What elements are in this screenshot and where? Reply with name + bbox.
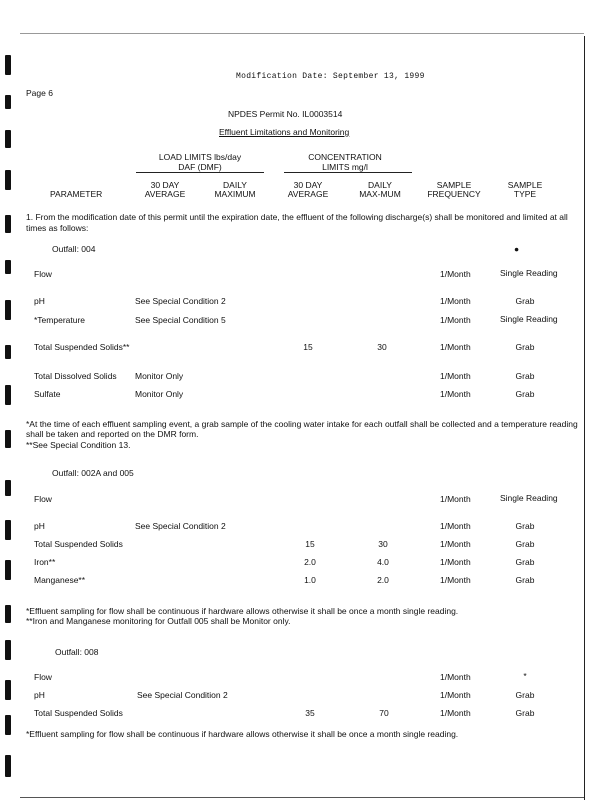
- row-frequency: 1/Month: [440, 557, 471, 567]
- row-sample-type: Grab: [515, 521, 535, 531]
- bottom-edge-line: [20, 797, 584, 798]
- row-sample-type: Grab: [515, 371, 535, 381]
- scan-mark: [5, 55, 11, 75]
- row-parameter: Manganese**: [34, 575, 86, 585]
- outfall-002a-note-2: **Iron and Manganese monitoring for Outfall 005 shall be Monitor only.: [26, 616, 291, 626]
- intro-paragraph: 1. From the modification date of this permit until the expiration date, the effluent of the following discharge(s) shall be monitored and limited at all times as follows:: [26, 212, 568, 233]
- row-sample-type: Single Reading: [500, 493, 558, 503]
- scan-mark: [5, 640, 11, 660]
- row-frequency: 1/Month: [440, 389, 471, 399]
- section-title: Effluent Limitations and Monitoring: [219, 127, 350, 137]
- col-parameter: PARAMETER: [50, 189, 103, 199]
- row-parameter: Total Suspended Solids**: [34, 342, 130, 352]
- scan-mark: [5, 715, 11, 735]
- row-frequency: 1/Month: [440, 690, 471, 700]
- row-frequency: 1/Month: [440, 672, 471, 682]
- row-frequency: 1/Month: [440, 296, 471, 306]
- row-frequency: 1/Month: [440, 494, 471, 504]
- row-frequency: 1/Month: [440, 342, 471, 352]
- col-conc-avg-line2: AVERAGE: [287, 189, 329, 199]
- scan-mark: [5, 680, 11, 700]
- row-parameter: Sulfate: [34, 389, 61, 399]
- page-number: Page 6: [26, 88, 53, 98]
- bullet-mark-icon: ●: [514, 244, 520, 254]
- row-load-note: See Special Condition 2: [135, 521, 226, 531]
- row-parameter: pH: [34, 296, 45, 306]
- concentration-unit: LIMITS mg/l: [322, 162, 368, 172]
- outfall-008-note-1: *Effluent sampling for flow shall be continuous if hardware allows otherwise it shall be once a month single reading.: [26, 729, 459, 739]
- row-sample-type: Grab: [515, 296, 535, 306]
- outfall-004-note-2: **See Special Condition 13.: [26, 440, 131, 450]
- row-parameter: Flow: [34, 672, 52, 682]
- row-conc-max: 30: [378, 539, 388, 549]
- row-conc-avg: 15: [303, 342, 313, 352]
- col-load-avg-line1: 30 DAY: [150, 180, 180, 190]
- col-freq-line2: FREQUENCY: [427, 189, 481, 199]
- col-freq-line1: SAMPLE: [436, 180, 472, 190]
- row-parameter: Total Dissolved Solids: [34, 371, 117, 381]
- col-conc-max-line2: MAX-MUM: [359, 189, 401, 199]
- row-frequency: 1/Month: [440, 575, 471, 585]
- row-sample-type: Single Reading: [500, 268, 558, 278]
- row-frequency: 1/Month: [440, 371, 471, 381]
- row-parameter: Flow: [34, 269, 52, 279]
- scan-mark: [5, 520, 11, 540]
- outfall-004-note-1: *At the time of each effluent sampling event, a grab sample of the cooling water intake for each outfall shall be collected and a temperature reading shall be taken and reported on the DMR form.: [26, 419, 578, 439]
- scan-mark: [5, 430, 11, 448]
- outfall-002a-note-1: *Effluent sampling for flow shall be continuous if hardware allows otherwise it shall be once a month single reading.: [26, 606, 459, 616]
- scan-mark: [5, 95, 11, 109]
- row-sample-type: Grab: [515, 389, 535, 399]
- row-sample-type: Grab: [515, 539, 535, 549]
- concentration-heading: CONCENTRATION: [308, 152, 382, 162]
- row-conc-max: 4.0: [377, 557, 389, 567]
- outfall-002a-title: Outfall: 002A and 005: [52, 468, 134, 478]
- scan-mark: [5, 755, 11, 777]
- row-frequency: 1/Month: [440, 521, 471, 531]
- row-parameter: pH: [34, 690, 45, 700]
- scan-mark: [5, 385, 11, 405]
- permit-number: NPDES Permit No. IL0003514: [228, 109, 343, 119]
- row-conc-max: 2.0: [377, 575, 389, 585]
- load-limits-rule: [136, 172, 264, 173]
- row-frequency: 1/Month: [440, 708, 471, 718]
- col-conc-max-line1: DAILY: [368, 180, 392, 190]
- row-frequency: 1/Month: [440, 269, 471, 279]
- scan-mark: [5, 215, 11, 233]
- col-type-line1: SAMPLE: [507, 180, 543, 190]
- scan-mark: [5, 130, 11, 148]
- outfall-008-title: Outfall: 008: [55, 647, 99, 657]
- row-conc-avg: 1.0: [304, 575, 316, 585]
- row-parameter: pH: [34, 521, 45, 531]
- load-limits-unit: DAF (DMF): [178, 162, 222, 172]
- row-sample-type: Grab: [515, 575, 535, 585]
- scan-mark: [5, 345, 11, 359]
- row-conc-max: 70: [379, 708, 389, 718]
- row-parameter: *Temperature: [34, 315, 86, 325]
- col-conc-avg-line1: 30 DAY: [293, 180, 323, 190]
- scan-mark: [5, 480, 11, 496]
- row-sample-type: Grab: [515, 708, 535, 718]
- row-load-note: See Special Condition 5: [135, 315, 226, 325]
- row-load-note: See Special Condition 2: [137, 690, 228, 700]
- row-conc-avg: 15: [305, 539, 315, 549]
- row-sample-type: Grab: [515, 557, 535, 567]
- scan-mark: [5, 560, 11, 580]
- row-load-note: Monitor Only: [135, 389, 184, 399]
- row-conc-max: 30: [377, 342, 387, 352]
- row-frequency: 1/Month: [440, 539, 471, 549]
- row-conc-avg: 35: [305, 708, 315, 718]
- row-parameter: Iron**: [34, 557, 56, 567]
- outfall-004-title: Outfall: 004: [52, 244, 96, 254]
- row-sample-type: Grab: [515, 690, 535, 700]
- row-conc-avg: 2.0: [304, 557, 316, 567]
- col-load-max-line2: MAXIMUM: [214, 189, 256, 199]
- row-frequency: 1/Month: [440, 315, 471, 325]
- right-border-line: [584, 36, 585, 800]
- row-parameter: Total Suspended Solids: [34, 708, 123, 718]
- scan-mark: [5, 260, 11, 274]
- load-limits-heading: LOAD LIMITS lbs/day: [158, 152, 242, 162]
- row-load-note: Monitor Only: [135, 371, 184, 381]
- row-sample-type: Single Reading: [500, 314, 558, 324]
- row-load-note: See Special Condition 2: [135, 296, 226, 306]
- col-load-avg-line2: AVERAGE: [144, 189, 186, 199]
- scan-mark: [5, 170, 11, 190]
- row-sample-type: Grab: [515, 342, 535, 352]
- scan-mark: [5, 300, 11, 320]
- row-parameter: Total Suspended Solids: [34, 539, 123, 549]
- concentration-rule: [284, 172, 412, 173]
- scan-mark: [5, 605, 11, 623]
- col-load-max-line1: DAILY: [223, 180, 247, 190]
- col-type-line2: TYPE: [513, 189, 537, 199]
- modification-date: Modification Date: September 13, 1999: [236, 72, 425, 81]
- row-parameter: Flow: [34, 494, 52, 504]
- row-sample-type: *: [523, 671, 527, 681]
- top-edge-line: [20, 33, 584, 34]
